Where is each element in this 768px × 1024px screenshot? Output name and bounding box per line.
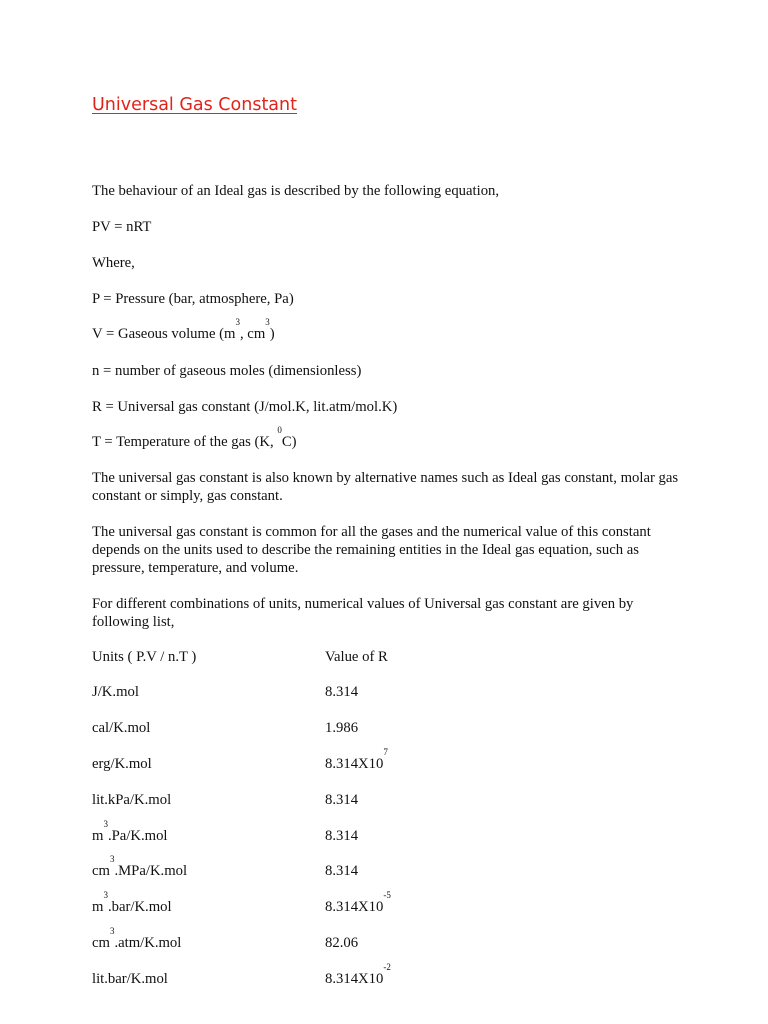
superscript: 3 bbox=[103, 890, 108, 900]
table-row bbox=[92, 962, 652, 988]
row-value bbox=[325, 683, 358, 701]
row-value-text: 8.314 bbox=[325, 684, 359, 700]
row-value bbox=[325, 827, 358, 845]
table-row bbox=[92, 890, 652, 916]
paragraph-common-value: The universal gas constant is common for all the gases and the numerical value of this constant depends on the units used to describe the remaining entities in the Ideal gas equation, such as pressure, temperature, and volume. bbox=[92, 524, 651, 576]
paragraph-list-intro: For different combinations of units, numerical values of Universal gas constant are given by following list, bbox=[92, 596, 634, 630]
row-value bbox=[325, 862, 358, 880]
row-unit-text: cal/K.mol bbox=[92, 720, 151, 736]
row-value-text: 8.314X10 bbox=[325, 756, 384, 772]
row-value bbox=[325, 747, 388, 773]
row-unit-text: J/K.mol bbox=[92, 684, 139, 700]
superscript: 3 bbox=[109, 926, 115, 936]
table-row bbox=[92, 819, 652, 845]
row-unit-text: .MPa/K.mol bbox=[114, 863, 188, 879]
header-units: Units ( P.V / n.T ) bbox=[92, 649, 197, 665]
row-unit-text: cm bbox=[92, 935, 110, 951]
definition-temperature-text: T = Temperature of the gas (K, bbox=[92, 434, 278, 450]
superscript: 7 bbox=[383, 747, 388, 757]
row-value bbox=[325, 890, 391, 916]
row-value bbox=[325, 962, 391, 988]
superscript: 3 bbox=[235, 317, 240, 327]
table-row bbox=[92, 683, 652, 701]
row-unit-text: cm bbox=[92, 863, 110, 879]
definition-gas-constant: R = Universal gas constant (J/mol.K, lit.atm/mol.K) bbox=[92, 399, 398, 415]
row-value bbox=[325, 791, 358, 809]
definition-temperature bbox=[92, 425, 297, 451]
row-value-text: 8.314 bbox=[325, 828, 359, 844]
table-row bbox=[92, 926, 652, 952]
row-unit-text: m bbox=[92, 899, 104, 915]
row-unit bbox=[92, 926, 182, 952]
row-value-text: 8.314 bbox=[325, 863, 359, 879]
row-unit bbox=[92, 683, 139, 701]
superscript: 3 bbox=[103, 819, 108, 829]
table-row bbox=[92, 747, 652, 773]
ideal-gas-equation: PV = nRT bbox=[92, 219, 152, 235]
row-unit bbox=[92, 755, 152, 773]
row-unit bbox=[92, 890, 172, 916]
row-value-text: 1.986 bbox=[325, 720, 359, 736]
superscript: -2 bbox=[383, 962, 391, 972]
row-unit-text: .bar/K.mol bbox=[107, 899, 172, 915]
table-row bbox=[92, 854, 652, 880]
row-unit-text: lit.kPa/K.mol bbox=[92, 792, 172, 808]
row-value bbox=[325, 934, 358, 952]
superscript: -5 bbox=[383, 890, 391, 900]
definition-volume-text: , cm bbox=[239, 326, 266, 342]
row-value-text: 82.06 bbox=[325, 935, 359, 951]
row-value-text: 8.314 bbox=[325, 792, 359, 808]
superscript: 3 bbox=[109, 854, 115, 864]
row-value bbox=[325, 719, 358, 737]
row-unit bbox=[92, 791, 171, 809]
superscript: 3 bbox=[265, 317, 270, 327]
row-unit bbox=[92, 854, 188, 880]
paragraph-alternative-names: The universal gas constant is also known by alternative names such as Ideal gas constant, molar gas constant or simply, gas constant. bbox=[92, 470, 679, 504]
table-header bbox=[92, 648, 652, 666]
table-row bbox=[92, 791, 652, 809]
row-unit-text: m bbox=[92, 828, 104, 844]
row-value-text: 8.314X10 bbox=[325, 971, 384, 987]
row-unit-text: .Pa/K.mol bbox=[107, 828, 168, 844]
where-label: Where, bbox=[92, 255, 135, 271]
header-value: Value of R bbox=[325, 649, 388, 665]
row-unit-text: lit.bar/K.mol bbox=[92, 971, 168, 987]
intro-text: The behaviour of an Ideal gas is described by the following equation, bbox=[92, 183, 500, 199]
definition-volume-text: V = Gaseous volume (m bbox=[92, 326, 236, 342]
row-unit bbox=[92, 819, 168, 845]
definition-pressure: P = Pressure (bar, atmosphere, Pa) bbox=[92, 291, 294, 307]
definition-volume-text: ) bbox=[269, 326, 275, 342]
definition-temperature-text: C) bbox=[281, 434, 297, 450]
definition-volume bbox=[92, 317, 275, 343]
definition-moles: n = number of gaseous moles (dimensionless) bbox=[92, 363, 362, 379]
superscript: 0 bbox=[277, 425, 282, 435]
table-row bbox=[92, 719, 652, 737]
row-unit-text: erg/K.mol bbox=[92, 756, 152, 772]
row-unit bbox=[92, 970, 168, 988]
row-value-text: 8.314X10 bbox=[325, 899, 384, 915]
row-unit-text: .atm/K.mol bbox=[114, 935, 182, 951]
row-unit bbox=[92, 719, 150, 737]
page-title: Universal Gas Constant bbox=[92, 95, 297, 115]
